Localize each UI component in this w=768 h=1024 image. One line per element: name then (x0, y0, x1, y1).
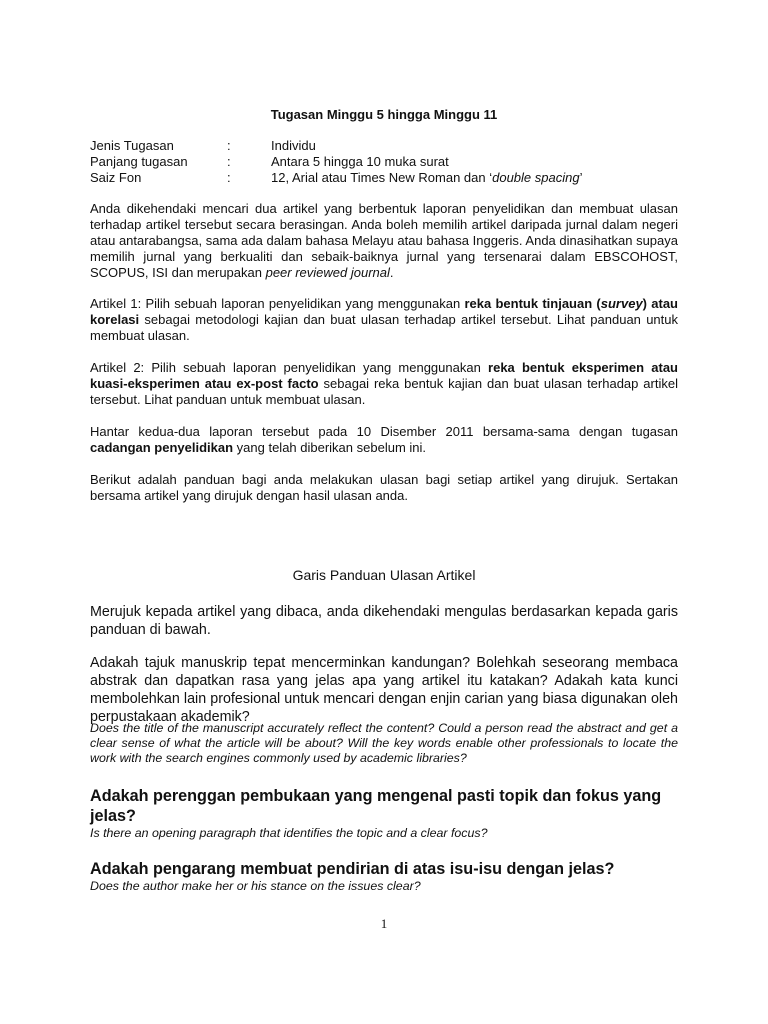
info-row-font (90, 170, 582, 186)
english-heading-stance: Does the author make her or his stance on the issues clear? (90, 879, 421, 893)
info-row-length (90, 154, 582, 170)
artikel2-bold: reka bentuk eksperimen atau kuasi-eksperimen atau ex-post facto (90, 360, 678, 391)
artikel2-paragraph (90, 360, 678, 408)
intro-end: . (389, 265, 394, 280)
intro-text: Anda dikehendaki mencari dua artikel yang berbentuk laporan penyelidikan dan membuat ulasan terhadap artikel tersebut secara berasingan. Anda boleh memilih artikel daripada jurnal dalam negeri atau antarabangsa, sama ada dalam bahasa Melayu atau bahasa Inggeris. Anda dinasihatkan supaya memilih jurnal yang berkualiti dan sebaik-baiknya jurnal yang tersenarai dalam EBSCOHOST, SCOPUS, ISI dan merupakan (90, 201, 678, 280)
heading-author-stance: Adakah pengarang membuat pendirian di atas isu-isu dengan jelas? (90, 860, 615, 878)
info-value-text: 12, Arial atau Times New Roman dan ‘ (271, 170, 493, 185)
section-title: Garis Panduan Ulasan Artikel (292, 567, 476, 583)
info-colon: : (227, 170, 231, 185)
artikel1-bold2: ) atau korelasi (90, 296, 678, 327)
info-label: Panjang tugasan (90, 154, 188, 169)
info-row-type (90, 138, 582, 154)
artikel2-prefix: Artikel 2: Pilih sebuah laporan penyelidikan yang menggunakan (90, 360, 489, 375)
heading-opening-paragraph: Adakah perenggan pembukaan yang mengenal pasti topik dan fokus yang jelas? (90, 787, 662, 825)
info-colon: : (227, 154, 231, 169)
english-heading-opening: Is there an opening paragraph that identifies the topic and a clear focus? (90, 826, 488, 840)
intro-italic: peer reviewed journal (265, 265, 390, 280)
info-value-end: ’ (579, 170, 583, 185)
document-page (90, 0, 678, 1024)
hantar-suffix: yang telah diberikan sebelum ini. (233, 440, 426, 455)
info-label: Jenis Tugasan (90, 138, 174, 153)
hantar-bold: cadangan penyelidikan (90, 440, 234, 455)
artikel1-paragraph (90, 296, 678, 344)
info-value: Individu (271, 138, 316, 153)
info-value: Antara 5 hingga 10 muka surat (271, 154, 449, 169)
intro-paragraph (90, 201, 678, 281)
artikel1-bold1: reka bentuk tinjauan ( (464, 296, 601, 311)
english-title-paragraph: Does the title of the manuscript accurately reflect the content? Could a person read the abstract and get a clear sense of what the article will be about? Will the key words enable other professionals to locate the work with the search engines commonly used by academic libraries? (90, 721, 678, 765)
page-number: 1 (380, 916, 388, 931)
assignment-info (90, 138, 582, 186)
artikel1-prefix: Artikel 1: Pilih sebuah laporan penyelidikan yang menggunakan (90, 296, 465, 311)
info-value-italic: double spacing (492, 170, 580, 185)
artikel1-suffix: sebagai metodologi kajian dan buat ulasan terhadap artikel tersebut. Lihat panduan untuk membuat ulasan. (90, 312, 678, 343)
info-label: Saiz Fon (90, 170, 142, 185)
info-colon: : (227, 138, 231, 153)
berikut-paragraph: Berikut adalah panduan bagi anda melakukan ulasan bagi setiap artikel yang dirujuk. Sertakan bersama artikel yang dirujuk dengan hasil ulasan anda. (90, 472, 678, 503)
artikel2-suffix: sebagai reka bentuk kajian dan buat ulasan terhadap artikel tersebut. Lihat panduan untuk membuat ulasan. (90, 376, 678, 407)
artikel1-bold-italic: survey (600, 296, 643, 311)
adakah-tajuk-paragraph: Adakah tajuk manuskrip tepat mencerminkan kandungan? Bolehkah seseorang membaca abstrak dan dapatkan rasa yang jelas apa yang artikel itu katakan? Adakah kata kunci membolehkan lain profesional untuk mencari dengan enjin carian yang biasa digunakan oleh perpustakaan akademik? (90, 655, 678, 725)
info-value (271, 170, 582, 186)
hantar-paragraph (90, 424, 678, 456)
document-title: Tugasan Minggu 5 hingga Minggu 11 (270, 107, 498, 122)
hantar-prefix: Hantar kedua-dua laporan tersebut pada 10 Disember 2011 bersama-sama dengan tugasan (90, 424, 678, 439)
merujuk-paragraph: Merujuk kepada artikel yang dibaca, anda dikehendaki mengulas berdasarkan kepada garis panduan di bawah. (90, 604, 678, 638)
